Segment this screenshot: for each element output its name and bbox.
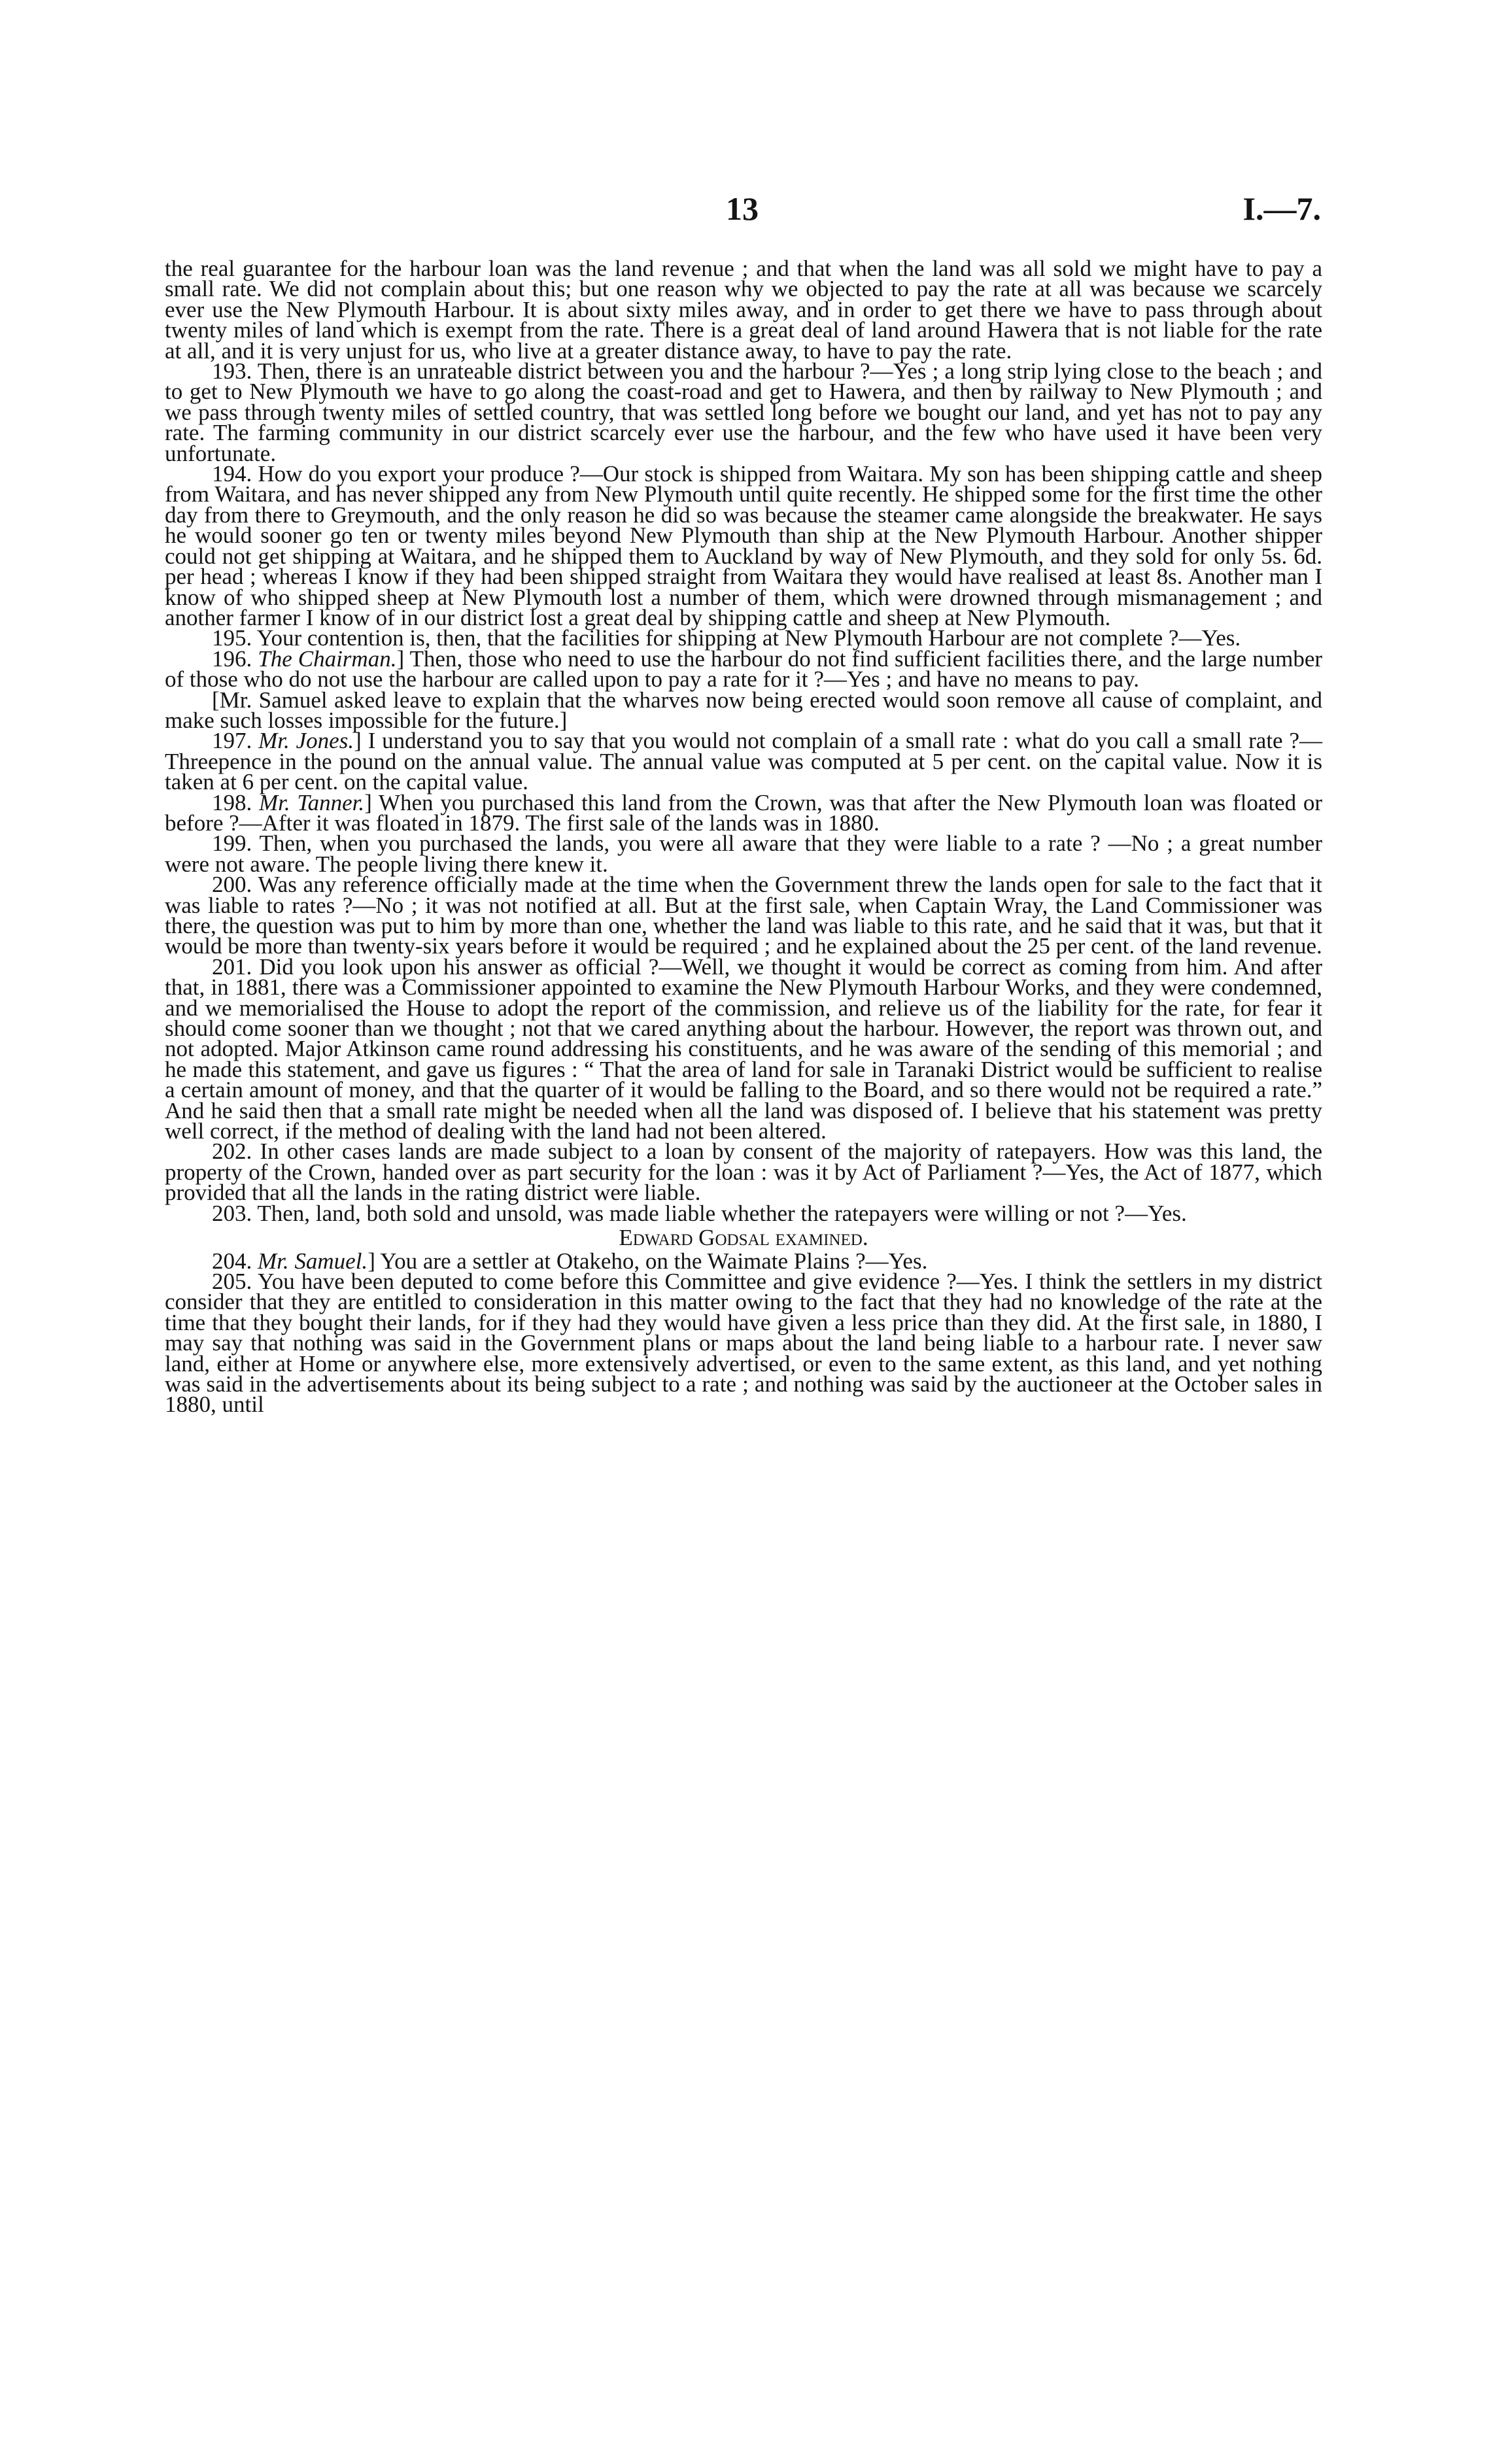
paragraph-194: 194. How do you export your produce ?—Our stock is shipped from Waitara. My son has been shipping cattle and sheep from Waitara, and has never shipped any from New Plymouth until quite recently. He shipped some for the first time the other day from there to Greymouth, and the only reason he did so was because the steamer came alongside the breakwater. He says he would sooner go ten or twenty miles beyond New Plymouth than ship at the New Plymouth Harbour. Another shipper could not get shipping at Waitara, and he shipped them to Auckland by way of New Plymouth, and they sold for only 5s. 6d. per head ; whereas I know if they had been shipped straight from Waitara they would have realised at least 8s. Another man I know of who shipped sheep at New Plymouth lost a number of them, which were drowned through mismanagement ; and another farmer I know of in our district lost a great deal by shipping cattle and sheep at New Plymouth. [165,461,1322,630]
paragraph-196 [165,645,1323,693]
paragraph-198 [165,789,1322,836]
section-heading: Edward Godsal examined. [619,1225,868,1251]
question-number: 196. [212,645,258,672]
paragraph-203: 203. Then, land, both sold and unsold, was made liable whether the ratepayers were willing or not ?—Yes. [212,1200,1187,1226]
paragraph-202: 202. In other cases lands are made subject to a loan by consent of the majority of ratepayers. How was this land, the property of the Crown, handed over as part security for the loan : was it by Act of Parliament ?—Yes, the Act of 1877, which provided that all the lands in the rating district were liable. [165,1138,1322,1206]
page-number: 13 [726,190,759,227]
paragraph-continuation: the real guarantee for the harbour loan was the land revenue ; and that when the land was all sold we might have to pay a small rate. We did not complain about this; but one reason why we objected to pay the rate at all was because we scarcely ever use the New Plymouth Harbour. It is about sixty miles away, and in order to get there we have to pass through about twenty miles of land which is exempt from the rate. There is a great deal of land around Hawera that is not liable for the rate at all, and it is very unjust for us, who live at a greater distance away, to have to pay the rate. [165,256,1322,364]
paragraph-193: 193. Then, there is an unrateable district between you and the harbour ?—Yes ; a long strip lying close to the beach ; and to get to New Plymouth we have to go along the coast-road and get to Hawera, and then by railway to New Plymouth ; and we pass through twenty miles of settled country, that was settled long before we bought our land, and yet has not to pay any rate. The farming community in our district scarcely ever use the harbour, and the few who have used it have been very unfortunate. [165,358,1322,466]
paragraph-197 [165,728,1323,795]
speaker-name: The Chairman. [258,645,397,672]
paragraph-195: 195. Your contention is, then, that the facilities for shipping at New Plymouth Harbour are not complete ?—Yes. [212,625,1241,651]
paragraph-text: ] You are a settler at Otakeho, on the Waimate Plains ?—Yes. [368,1248,928,1274]
paragraph-201: 201. Did you look upon his answer as official ?—Well, we thought it would be correct as coming from him. And after that, in 1881, there was a Commissioner appointed to examine the New Plymouth Harbour Works, and they were condemned, and we memorialised the House to adopt the report of the commission, and relieve us of the liability for the rate, for fear it should come sooner than we thought ; not that we cared anything about the harbour. However, the report was thrown out, and not adopted. Major Atkinson came round addressing his constituents, and he was aware of the sending of this memorial ; and he made this statement, and gave us figures : “ That the area of land for sale in Taranaki District would be sufficient to realise a certain amount of money, and that the quarter of it would be falling to the Board, and so there would not be required a rate.” And he said then that a small rate might be needed when all the land was disposed of. I believe that his statement was pretty well correct, if the method of dealing with the land had not been altered. [165,953,1322,1144]
bracketed-note: [Mr. Samuel asked leave to explain that the wharves now being erected would soon remove all cause of complaint, and make such losses impossible for the future.] [165,687,1322,733]
paragraph-text: ] When you purchased this land from the Crown, was that after the New Plymouth loan was floated or before ?—After it was floated in 1879. The first sale of the lands was in 1880. [165,789,1322,836]
body-text [165,256,1323,1418]
paragraph-text: ] I understand you to say that you would not complain of a small rate : what do you call a small rate ?—Threepence in the pound on the annual value. The annual value was computed at 5 per cent. on the capital value. Now it is taken at 6 per cent. on the capital value. [165,728,1323,795]
paragraph-199: 199. Then, when you purchased the lands, you were all aware that they were liable to a rate ? —No ; a great number were not aware. The people living there knew it. [165,830,1322,877]
document-reference: I.—7. [1242,190,1321,227]
paragraph-200: 200. Was any reference officially made at the time when the Government threw the lands open for sale to the fact that it was liable to rates ?—No ; it was not notified at all. But at the first sale, when Captain Wray, the Land Commissioner was there, the question was put to him by more than one, whether the land was liable to this rate, and he said that it was, but that it would be more than twenty-six years before it would be required ; and he explained about the 25 per cent. of the land revenue. [165,872,1322,959]
paragraph-205: 205. You have been deputed to come before this Committee and give evidence ?—Yes. I think the settlers in my district consider that they are entitled to consideration in this matter owing to the fact that they had no knowledge of the rate at the time that they bought their lands, for if they had they would have given a less price than they did. At the first sale, in 1880, I may say that nothing was said in the Government plans or maps about the land being liable to a harbour rate. I never saw land, either at Home or anywhere else, more extensively advertised, or even to the same extent, as this land, and yet nothing was said in the advertisements about its being subject to a rate ; and nothing was said by the auctioneer at the October sales in 1880, until [165,1268,1322,1418]
paragraph-text: ] Then, those who need to use the harbour do not find sufficient facilities there, and the large number of those who do not use the harbour are called upon to pay a rate for it ?—Yes ; and have no means to pay. [165,645,1323,693]
question-number: 204. [212,1248,258,1274]
speaker-name: Mr. Jones. [258,728,354,754]
question-number: 197. [212,728,259,754]
question-number: 198. [212,789,259,815]
speaker-name: Mr. Tanner. [258,789,365,815]
speaker-name: Mr. Samuel. [258,1248,368,1274]
